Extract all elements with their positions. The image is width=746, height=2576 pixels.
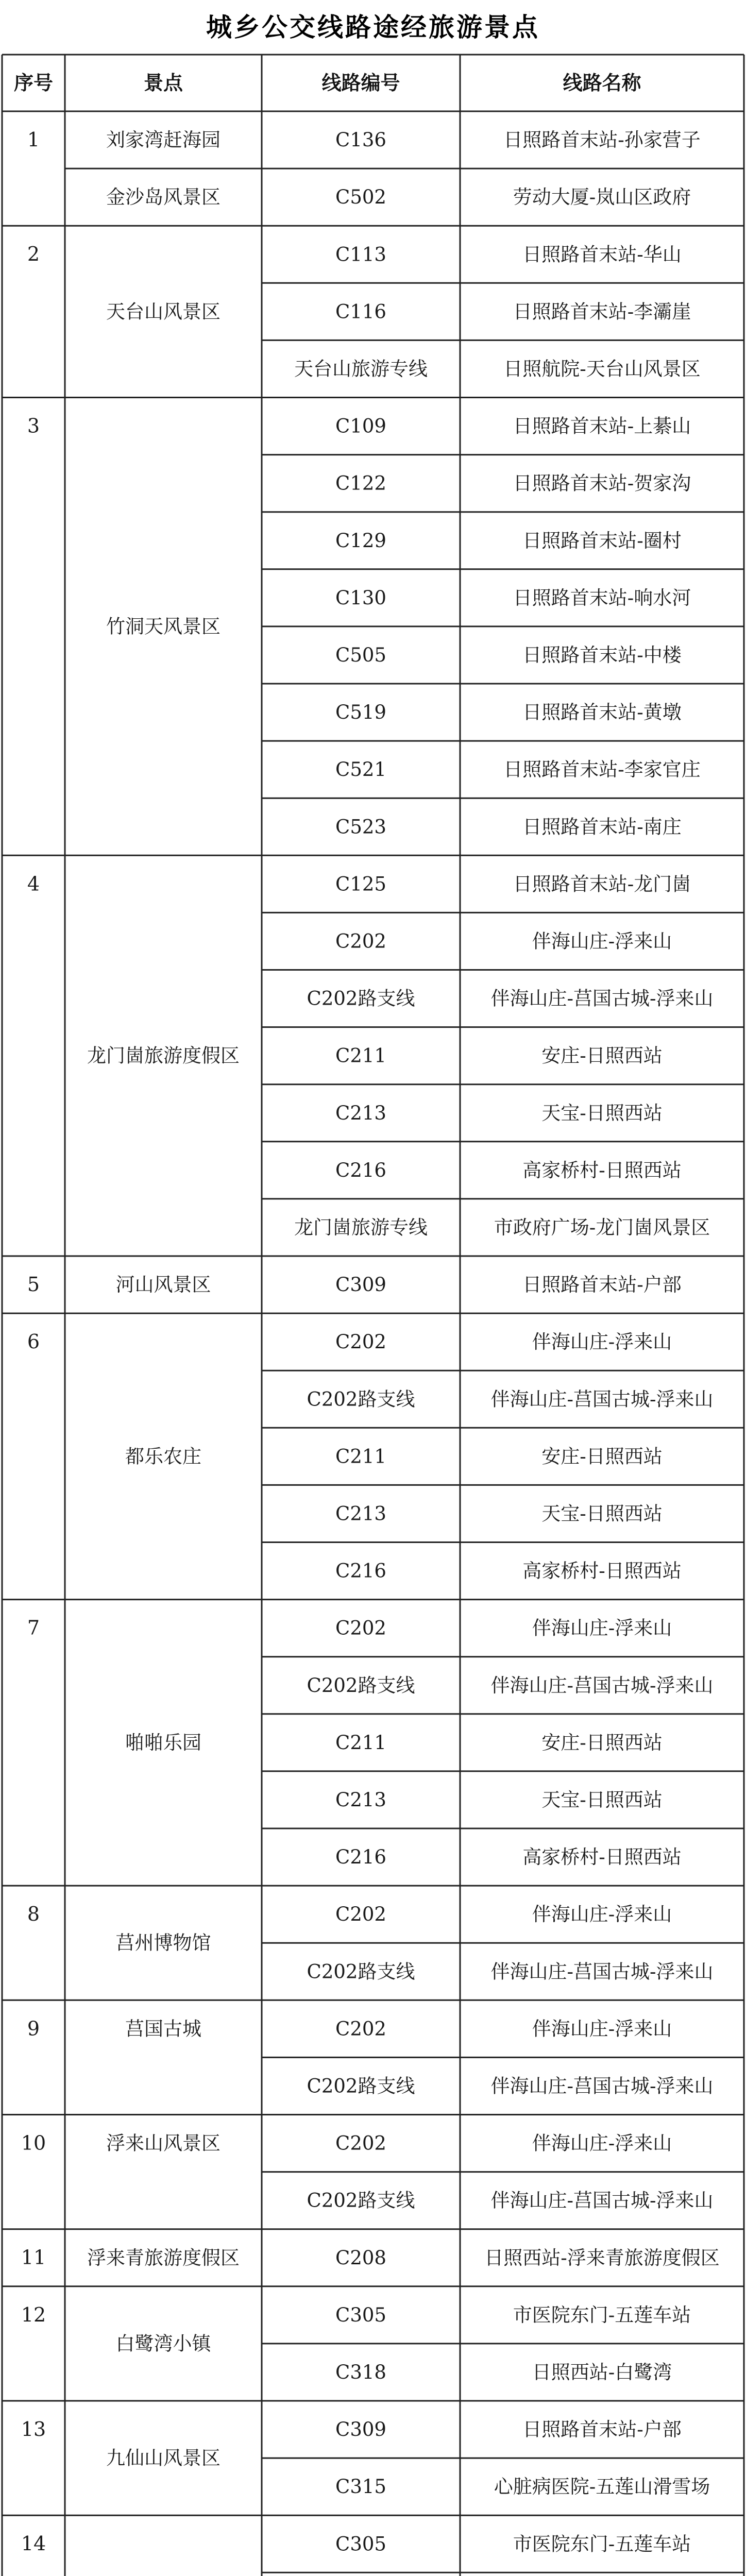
route-name: 天宝-日照西站 xyxy=(541,1502,663,1525)
scenic-name: 河山风景区 xyxy=(115,1274,211,1296)
route-name: 市医院东门-五莲车站 xyxy=(513,2533,691,2555)
route-name: 伴海山庄-浮来山 xyxy=(532,2018,672,2040)
scenic-name: 浮来青旅游度假区 xyxy=(87,2246,240,2269)
route-name: 伴海山庄-浮来山 xyxy=(532,1617,672,1639)
row-index: 5 xyxy=(27,1273,40,1296)
route-name: 日照路首末站-南庄 xyxy=(522,816,682,838)
route-number: C125 xyxy=(335,873,386,895)
route-number: C130 xyxy=(335,586,386,609)
row-index: 9 xyxy=(27,2017,40,2040)
route-name: 伴海山庄-莒国古城-浮来山 xyxy=(490,987,714,1010)
route-name: 日照路首末站-上綦山 xyxy=(513,415,691,437)
scenic-name: 刘家湾赶海园 xyxy=(106,129,221,151)
route-number: C521 xyxy=(335,758,386,781)
header-route-no: 线路编号 xyxy=(321,72,400,94)
route-number: C202路支线 xyxy=(307,1674,415,1697)
route-name: 日照路首末站-华山 xyxy=(522,243,682,266)
route-name: 伴海山庄-浮来山 xyxy=(532,1903,672,1926)
route-number: C202 xyxy=(335,2018,386,2040)
route-number: C202 xyxy=(335,1903,386,1926)
route-name: 安庄-日照西站 xyxy=(541,1044,663,1067)
scenic-name: 莒国古城 xyxy=(125,2018,201,2040)
route-number: C305 xyxy=(335,2303,386,2326)
route-name: 日照路首末站-龙门崮 xyxy=(513,873,691,895)
route-number: C202路支线 xyxy=(307,987,415,1010)
row-index: 12 xyxy=(21,2303,46,2326)
route-number: C211 xyxy=(335,1731,386,1754)
route-number: C502 xyxy=(335,186,386,209)
route-name: 日照路首末站-贺家沟 xyxy=(513,472,691,495)
row-index: 3 xyxy=(27,414,40,437)
route-number: C208 xyxy=(335,2246,386,2269)
scenic-name: 浮来山风景区 xyxy=(106,2132,221,2155)
route-name: 天宝-日照西站 xyxy=(541,1788,663,1811)
route-number: C202路支线 xyxy=(307,1960,415,1983)
header-route-name: 线路名称 xyxy=(563,72,641,94)
route-number: C309 xyxy=(335,1274,386,1296)
route-number: C109 xyxy=(335,415,386,437)
route-number: C202 xyxy=(335,1617,386,1639)
row-index: 14 xyxy=(21,2532,46,2555)
route-name: 市医院东门-五莲车站 xyxy=(513,2303,691,2326)
route-number: C216 xyxy=(335,1560,386,1582)
route-name: 日照路首末站-李灞崖 xyxy=(513,300,691,323)
row-index: 11 xyxy=(21,2246,46,2269)
route-number: C216 xyxy=(335,1846,386,1869)
route-name: 日照西站-白鹭湾 xyxy=(532,2361,672,2383)
route-name: 日照路首末站-圈村 xyxy=(522,529,682,552)
scenic-name: 白鹭湾小镇 xyxy=(115,2332,211,2355)
route-number: C202 xyxy=(335,930,386,953)
route-number: C202路支线 xyxy=(307,2189,415,2212)
route-number: C315 xyxy=(335,2476,386,2498)
route-number: C211 xyxy=(335,1445,386,1468)
route-name: 日照路首末站-响水河 xyxy=(513,586,691,609)
route-number: C116 xyxy=(335,300,386,323)
scenic-name: 竹洞天风景区 xyxy=(106,615,221,638)
scenic-name: 都乐农庄 xyxy=(125,1445,201,1468)
row-index: 4 xyxy=(27,872,40,895)
scenic-name: 金沙岛风景区 xyxy=(106,186,221,209)
route-name: 高家桥村-日照西站 xyxy=(522,1560,682,1582)
scenic-name: 龙门崮旅游度假区 xyxy=(87,1044,240,1067)
route-number: C305 xyxy=(335,2533,386,2555)
scenic-name: 莒州博物馆 xyxy=(115,1931,211,1954)
row-index: 1 xyxy=(27,128,40,151)
route-number: C519 xyxy=(335,701,386,724)
route-number: C202 xyxy=(335,2132,386,2155)
route-name: 日照路首末站-黄墩 xyxy=(522,701,682,724)
route-number: C318 xyxy=(335,2361,386,2383)
route-name: 伴海山庄-莒国古城-浮来山 xyxy=(490,2189,714,2212)
route-name: 天宝-日照西站 xyxy=(541,1101,663,1124)
row-index: 6 xyxy=(27,1330,40,1353)
route-name: 伴海山庄-浮来山 xyxy=(532,1331,672,1353)
row-index: 8 xyxy=(27,1903,40,1926)
route-name: 高家桥村-日照西站 xyxy=(522,1846,682,1869)
route-number: C129 xyxy=(335,529,386,552)
route-name: 日照路首末站-孙家营子 xyxy=(503,129,701,151)
route-number: C136 xyxy=(335,129,386,151)
route-name: 心脏病医院-五莲山滑雪场 xyxy=(494,2476,710,2498)
route-name: 伴海山庄-莒国古城-浮来山 xyxy=(490,1960,714,1983)
route-name: 伴海山庄-浮来山 xyxy=(532,930,672,953)
route-number: C213 xyxy=(335,1502,386,1525)
scenic-name: 天台山风景区 xyxy=(106,300,221,323)
route-name: 安庄-日照西站 xyxy=(541,1731,663,1754)
route-name: 日照西站-浮来青旅游度假区 xyxy=(484,2246,720,2269)
row-index: 13 xyxy=(21,2418,46,2441)
route-number: C505 xyxy=(335,643,386,666)
route-name: 高家桥村-日照西站 xyxy=(522,1159,682,1181)
route-name: 日照航院-天台山风景区 xyxy=(503,358,701,380)
route-name: 伴海山庄-莒国古城-浮来山 xyxy=(490,2075,714,2097)
route-number: C202路支线 xyxy=(307,2075,415,2097)
scenic-name: 九仙山风景区 xyxy=(106,2447,221,2469)
route-number: C213 xyxy=(335,1101,386,1124)
route-number: C523 xyxy=(335,816,386,838)
route-name: 日照路首末站-李家官庄 xyxy=(503,758,701,781)
row-index: 7 xyxy=(27,1616,40,1639)
route-number: C213 xyxy=(335,1788,386,1811)
route-number: 龙门崮旅游专线 xyxy=(294,1216,428,1239)
route-number: C216 xyxy=(335,1159,386,1181)
route-name: 日照路首末站-户部 xyxy=(522,1274,682,1296)
route-number: C122 xyxy=(335,472,386,495)
header-scenic: 景点 xyxy=(143,72,183,94)
route-number: 天台山旅游专线 xyxy=(294,358,428,380)
scenic-name: 啪啪乐园 xyxy=(125,1731,201,1754)
route-number: C309 xyxy=(335,2418,386,2441)
route-name: 劳动大厦-岚山区政府 xyxy=(513,186,691,209)
route-name: 伴海山庄-莒国古城-浮来山 xyxy=(490,1388,714,1411)
route-number: C113 xyxy=(335,243,386,266)
row-index: 2 xyxy=(27,243,40,266)
page-title: 城乡公交线路途经旅游景点 xyxy=(206,12,540,42)
route-name: 日照路首末站-中楼 xyxy=(522,643,682,666)
header-index: 序号 xyxy=(13,72,54,94)
route-number: C211 xyxy=(335,1044,386,1067)
route-number: C202 xyxy=(335,1331,386,1353)
route-name: 日照路首末站-户部 xyxy=(522,2418,682,2441)
route-name: 伴海山庄-莒国古城-浮来山 xyxy=(490,1674,714,1697)
route-name: 伴海山庄-浮来山 xyxy=(532,2132,672,2155)
route-name: 安庄-日照西站 xyxy=(541,1445,663,1468)
route-name: 市政府广场-龙门崮风景区 xyxy=(494,1216,710,1239)
route-number: C202路支线 xyxy=(307,1388,415,1411)
row-index: 10 xyxy=(21,2131,46,2155)
